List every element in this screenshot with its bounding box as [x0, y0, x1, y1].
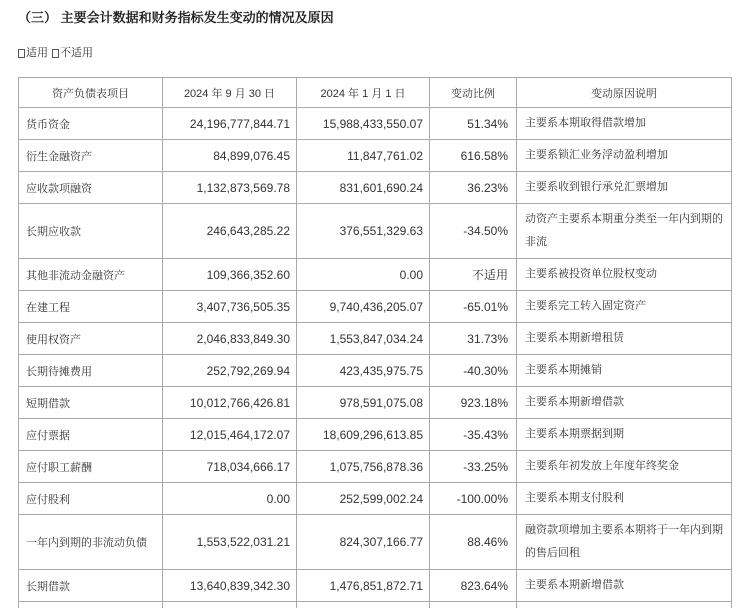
jan1-value-cell: 1,476,851,872.71: [297, 570, 430, 601]
item-cell: 短期借款: [19, 387, 163, 418]
header-cell-reason: 变动原因说明: [517, 78, 732, 107]
item-cell: 应收款项融资: [19, 172, 163, 203]
reason-cell: [517, 483, 732, 514]
jan1-value-cell: 15,988,433,550.07: [297, 108, 430, 139]
reason-cell: [517, 172, 732, 203]
table-row: [19, 451, 732, 483]
sep30-value-cell: 10,012,766,426.81: [163, 387, 297, 418]
table-row: [19, 172, 732, 204]
header-cell-change: 变动比例: [430, 78, 517, 107]
item-cell: 长期应收款: [19, 204, 163, 258]
table-row: [19, 570, 732, 602]
jan1-value-cell: 0.00: [297, 259, 430, 290]
reason-cell: [517, 204, 732, 258]
change-ratio-cell: 51.34%: [430, 108, 517, 139]
item-cell: 使用权资产: [19, 323, 163, 354]
table-row: [19, 323, 732, 355]
reason-line: 主要系本期支付股利: [525, 492, 624, 504]
change-ratio-cell: 823.64%: [430, 570, 517, 601]
change-ratio-cell: 88.46%: [430, 515, 517, 569]
reason-cell: [517, 451, 732, 482]
table-row: [19, 515, 732, 570]
sep30-value-cell: 718,034,666.17: [163, 451, 297, 482]
sep30-value-cell: 3,407,736,505.35: [163, 291, 297, 322]
sep30-value-cell: 84,899,076.45: [163, 140, 297, 171]
sep30-value-cell: 2,046,833,849.30: [163, 323, 297, 354]
sep30-value-cell: 109,366,352.60: [163, 259, 297, 290]
reason-cell: [517, 323, 732, 354]
reason-line: 主要系收到银行承兑汇票增加: [525, 181, 668, 193]
applicability-options: [18, 45, 97, 61]
item-cell: 其他非流动金融资产: [19, 259, 163, 290]
change-ratio-cell: -65.01%: [430, 291, 517, 322]
table-row: [19, 387, 732, 419]
change-ratio-cell: 616.58%: [430, 140, 517, 171]
item-cell: 应付股利: [19, 483, 163, 514]
partial-cell: [430, 602, 517, 608]
jan1-value-cell: 252,599,002.24: [297, 483, 430, 514]
change-ratio-cell: -35.43%: [430, 419, 517, 450]
section-title: （三） 主要会计数据和财务指标发生变动的情况及原因: [18, 10, 334, 25]
item-cell: 应付职工薪酬: [19, 451, 163, 482]
option-label: 适用: [26, 47, 48, 59]
table-row: [19, 355, 732, 387]
reason-line: 主要系完工转入固定资产: [525, 300, 646, 312]
partial-cell: [517, 602, 732, 608]
reason-cell: [517, 259, 732, 290]
item-cell: 应付票据: [19, 419, 163, 450]
change-ratio-cell: -100.00%: [430, 483, 517, 514]
sep30-value-cell: 1,553,522,031.21: [163, 515, 297, 569]
reason-cell: [517, 291, 732, 322]
jan1-value-cell: 9,740,436,205.07: [297, 291, 430, 322]
table-row: [19, 259, 732, 291]
reason-cell: [517, 570, 732, 601]
sep30-value-cell: 1,132,873,569.78: [163, 172, 297, 203]
jan1-value-cell: 18,609,296,613.85: [297, 419, 430, 450]
item-cell: 衍生金融资产: [19, 140, 163, 171]
jan1-value-cell: 11,847,761.02: [297, 140, 430, 171]
change-ratio-cell: 不适用: [430, 259, 517, 290]
reason-line: 主要系本期取得借款增加: [525, 117, 646, 129]
table-row: [19, 291, 732, 323]
item-cell: 在建工程: [19, 291, 163, 322]
jan1-value-cell: 376,551,329.63: [297, 204, 430, 258]
header-cell-item: 资产负债表项目: [19, 78, 163, 107]
reason-line: 主要系本期新增借款: [525, 579, 624, 591]
table-row: [19, 419, 732, 451]
jan1-value-cell: 423,435,975.75: [297, 355, 430, 386]
option-not-applicable: [52, 45, 93, 61]
option-label: 不适用: [60, 47, 93, 59]
reason-line: 动资产主要系本期重分类至一年内到期的: [525, 213, 723, 225]
jan1-value-cell: 831,601,690.24: [297, 172, 430, 203]
header-cell-jan1: 2024 年 1 月 1 日: [297, 78, 430, 107]
balance-sheet-change-table: [18, 77, 732, 608]
reason-cell: [517, 355, 732, 386]
item-cell: 货币资金: [19, 108, 163, 139]
table-body: [19, 108, 732, 608]
reason-cell: [517, 140, 732, 171]
partial-cell: [19, 602, 163, 608]
reason-line: 主要系锁汇业务浮动盈利增加: [525, 149, 668, 161]
table-row: [19, 204, 732, 259]
change-ratio-cell: 31.73%: [430, 323, 517, 354]
table-row-partial: [19, 602, 732, 608]
table-header-row: [19, 78, 732, 108]
reason-line: 主要系本期新增借款: [525, 396, 624, 408]
sep30-value-cell: 24,196,777,844.71: [163, 108, 297, 139]
reason-cell: [517, 108, 732, 139]
jan1-value-cell: 1,553,847,034.24: [297, 323, 430, 354]
table-row: [19, 108, 732, 140]
reason-line: 融资款项增加主要系本期将于一年内到期: [525, 524, 723, 536]
item-cell: 长期借款: [19, 570, 163, 601]
sep30-value-cell: 12,015,464,172.07: [163, 419, 297, 450]
sep30-value-cell: 246,643,285.22: [163, 204, 297, 258]
sep30-value-cell: 252,792,269.94: [163, 355, 297, 386]
item-cell: 一年内到期的非流动负债: [19, 515, 163, 569]
partial-cell: [297, 602, 430, 608]
reason-line: 主要系本期票据到期: [525, 428, 624, 440]
change-ratio-cell: -34.50%: [430, 204, 517, 258]
reason-line: 主要系被投资单位股权变动: [525, 268, 657, 280]
reason-line: 的售后回租: [525, 547, 580, 559]
change-ratio-cell: 923.18%: [430, 387, 517, 418]
checkbox-icon: [18, 49, 25, 58]
sep30-value-cell: 0.00: [163, 483, 297, 514]
checkbox-icon: [52, 49, 59, 58]
header-cell-sep30: 2024 年 9 月 30 日: [163, 78, 297, 107]
table-row: [19, 140, 732, 172]
jan1-value-cell: 1,075,756,878.36: [297, 451, 430, 482]
sep30-value-cell: 13,640,839,342.30: [163, 570, 297, 601]
jan1-value-cell: 978,591,075.08: [297, 387, 430, 418]
jan1-value-cell: 824,307,166.77: [297, 515, 430, 569]
reason-cell: [517, 387, 732, 418]
reason-cell: [517, 515, 732, 569]
reason-cell: [517, 419, 732, 450]
reason-line: 主要系年初发放上年度年终奖金: [525, 460, 679, 472]
reason-line: 主要系本期摊销: [525, 364, 602, 376]
reason-line: 主要系本期新增租赁: [525, 332, 624, 344]
table-row: [19, 483, 732, 515]
item-cell: 长期待摊费用: [19, 355, 163, 386]
change-ratio-cell: 36.23%: [430, 172, 517, 203]
change-ratio-cell: -40.30%: [430, 355, 517, 386]
partial-cell: [163, 602, 297, 608]
option-applicable: [18, 45, 48, 61]
reason-line: 非流: [525, 236, 547, 248]
change-ratio-cell: -33.25%: [430, 451, 517, 482]
